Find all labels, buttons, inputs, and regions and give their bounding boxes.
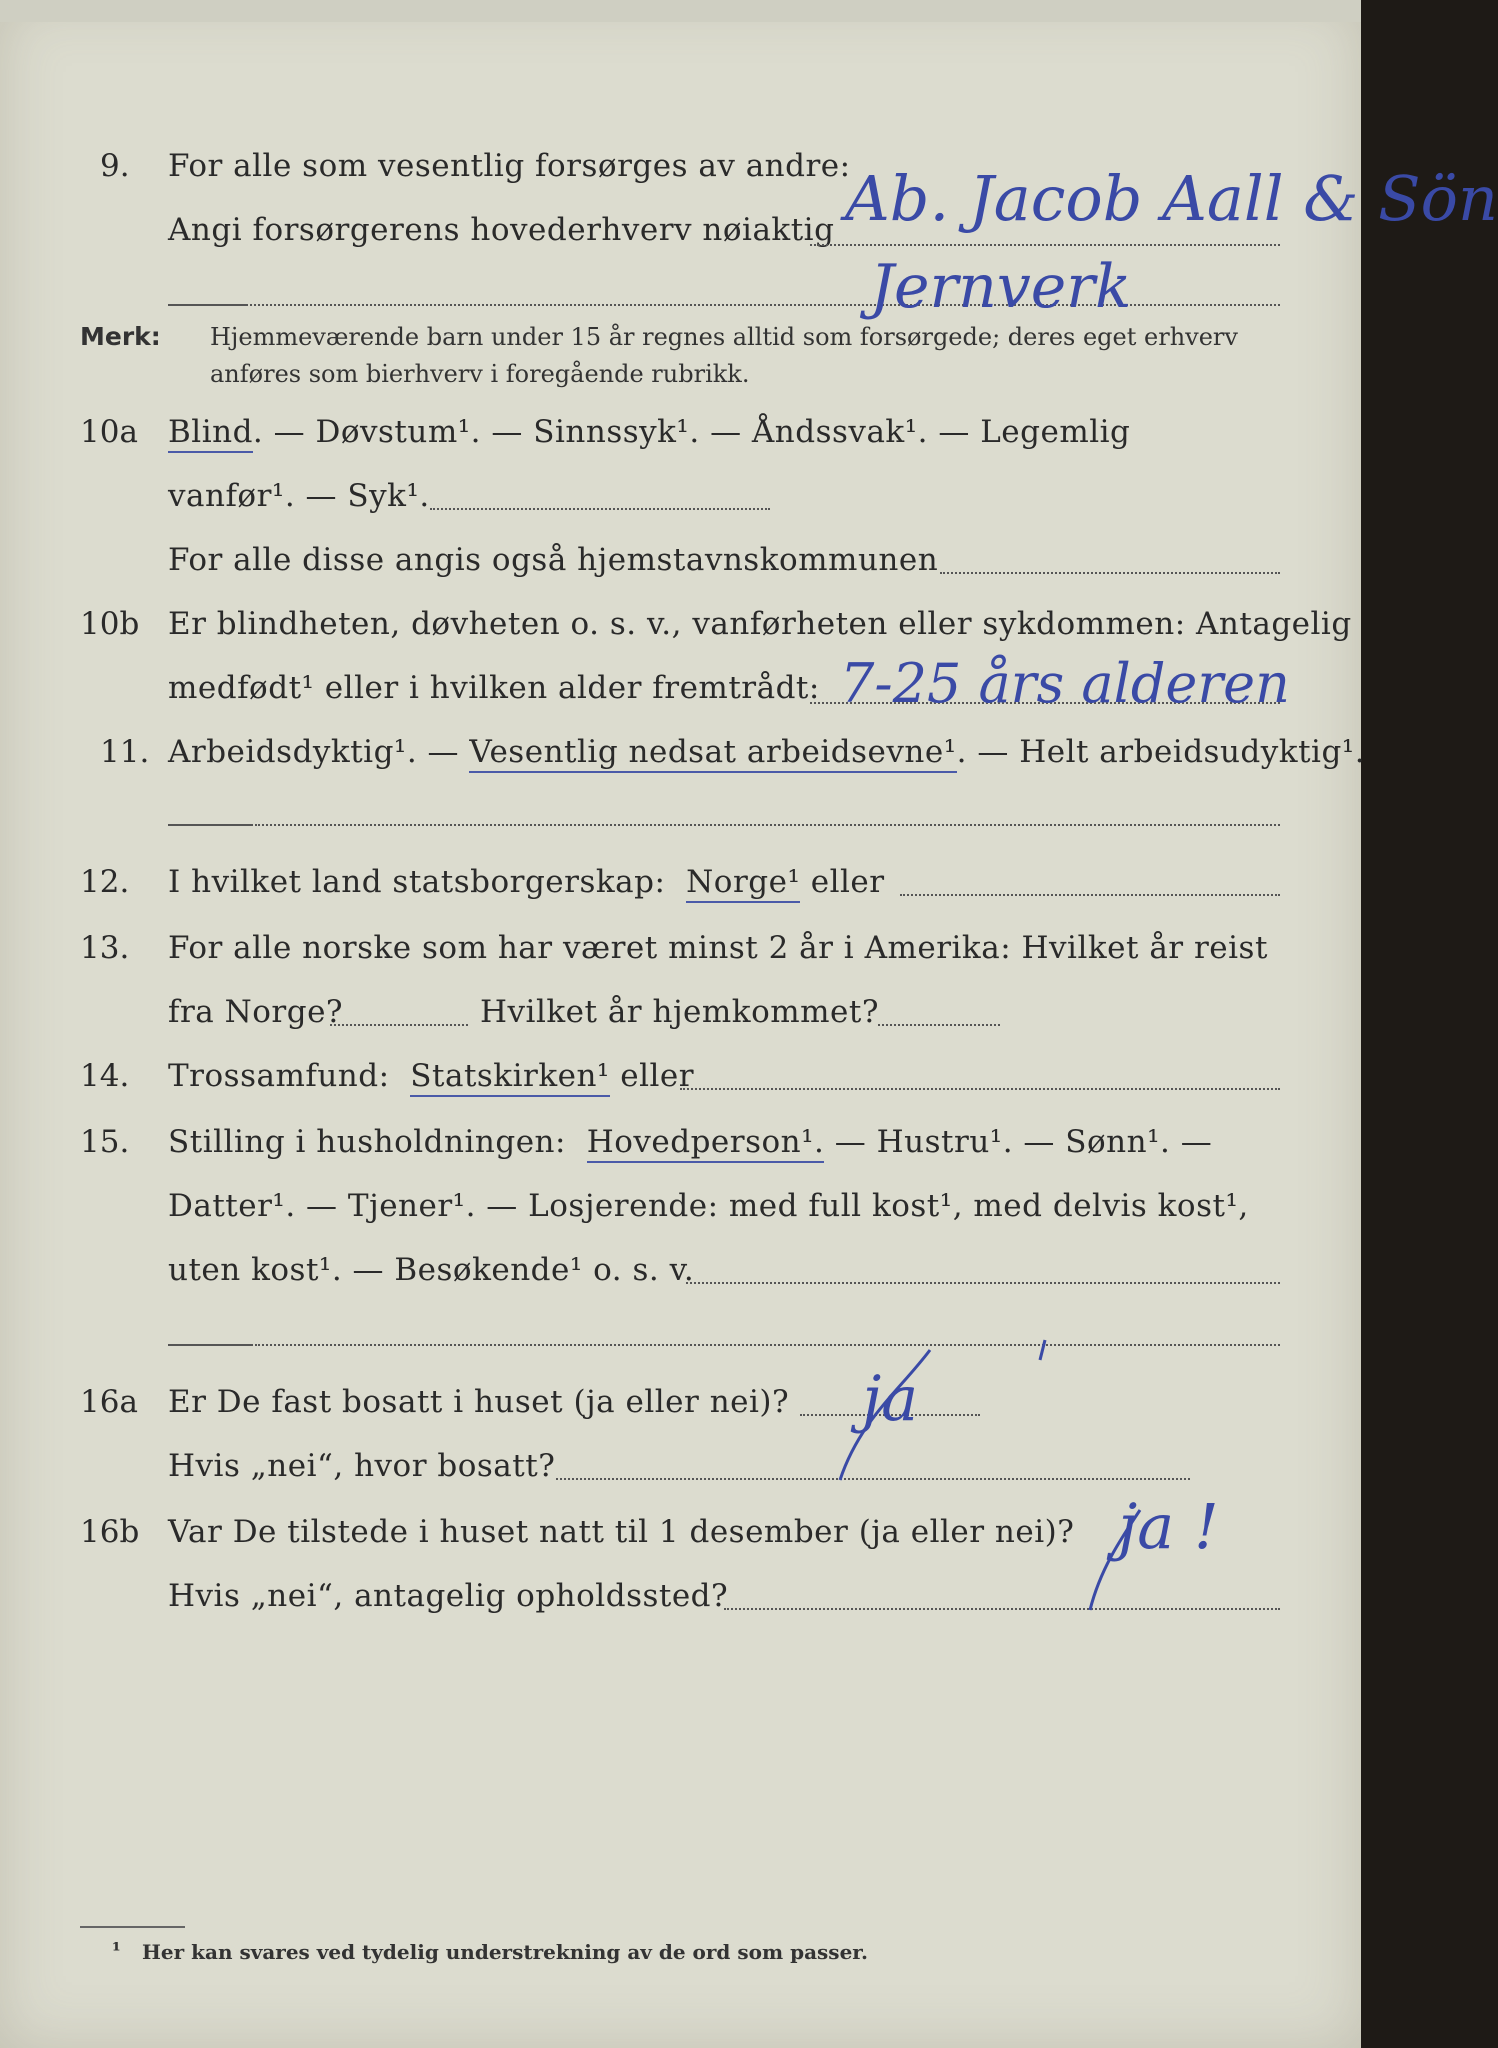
q12-number: 12.: [80, 864, 130, 900]
q15-underlined-answer: Hovedperson¹.: [587, 1124, 825, 1163]
q10b-handwritten-answer: 7-25 års alderen: [840, 652, 1290, 715]
q10b-number: 10b: [80, 606, 140, 642]
q14-part-c: eller: [620, 1058, 695, 1094]
q16b-number: 16b: [80, 1514, 140, 1550]
q12-part-a: I hvilket land statsborgerskap:: [168, 864, 666, 900]
merk-line2: anføres som bierhverv i foregående rubrikk.: [210, 360, 750, 388]
footnote-rule: [80, 1926, 185, 1928]
q14-number: 14.: [80, 1058, 130, 1094]
q12-part-c: eller: [810, 864, 885, 900]
q16a-line1: Er De fast bosatt i huset (ja eller nei)?: [168, 1384, 790, 1420]
q16a-number: 16a: [80, 1384, 138, 1420]
q13-number: 13.: [80, 930, 130, 966]
q9-line2: Angi forsørgerens hovederhverv nøiaktig: [168, 212, 835, 248]
q15-part-c: — Hustru¹. — Sønn¹. —: [834, 1124, 1213, 1160]
q9-handwritten-answer1: Ab. Jacob Aall & Sön: [845, 162, 1498, 235]
q16a-handwritten-answer: ja: [862, 1362, 919, 1435]
merk-label: Merk:: [80, 322, 161, 351]
merk-line1: Hjemmeværende barn under 15 år regnes alltid som forsørgede; deres eget erhverv: [210, 323, 1238, 351]
q16b-line1: Var De tilstede i huset natt til 1 desember (ja eller nei)?: [168, 1514, 1075, 1550]
q15-line2: Datter¹. — Tjener¹. — Losjerende: med full kost¹, med delvis kost¹,: [168, 1188, 1249, 1224]
q13-line1: For alle norske som har været minst 2 år i Amerika: Hvilket år reist: [168, 930, 1268, 966]
q10b-line2: medfødt¹ eller i hvilken alder fremtrådt:: [168, 670, 820, 706]
q9-number: 9.: [100, 148, 130, 184]
q10a-blind-underlined: Blind: [168, 414, 253, 453]
q14-part-a: Trossamfund:: [168, 1058, 390, 1094]
q13-part-a: fra Norge?: [168, 994, 344, 1030]
q10a-number: 10a: [80, 414, 138, 450]
q10a-line2: vanfør¹. — Syk¹.: [168, 478, 430, 514]
q10b-line1: Er blindheten, døvheten o. s. v., vanførheten eller sykdommen: Antagelig: [168, 606, 1352, 642]
q12-underlined-answer: Norge¹: [686, 864, 800, 903]
footnote-mark: ¹: [112, 1938, 121, 1962]
q10a-line1-rest: . — Døvstum¹. — Sinnssyk¹. — Åndssvak¹. — Legemlig: [252, 414, 1131, 450]
q11-underlined-answer: Vesentlig nedsat arbeidsevne¹: [469, 734, 956, 773]
q11-number: 11.: [100, 734, 150, 770]
q16a-line2: Hvis „nei“, hvor bosatt?: [168, 1448, 556, 1484]
q11-part-a: Arbeidsdyktig¹. —: [168, 734, 460, 770]
q16b-line2: Hvis „nei“, antagelig opholdssted?: [168, 1578, 729, 1614]
q10a-line3: For alle disse angis også hjemstavnskommunen: [168, 542, 939, 578]
q9-line1: For alle som vesentlig forsørges av andre:: [168, 148, 851, 184]
q15-line3: uten kost¹. — Besøkende¹ o. s. v.: [168, 1252, 695, 1288]
footnote-text: Her kan svares ved tydelig understrekning av de ord som passer.: [142, 1940, 868, 1964]
q13-part-b: Hvilket år hjemkommet?: [480, 994, 879, 1030]
q15-number: 15.: [80, 1124, 130, 1160]
q9-handwritten-answer2: Jernverk: [870, 252, 1132, 322]
q15-part-a: Stilling i husholdningen:: [168, 1124, 566, 1160]
q11-part-c: . — Helt arbeidsudyktig¹.: [956, 734, 1366, 770]
q16b-handwritten-answer: ja !: [1118, 1490, 1219, 1563]
q14-underlined-answer: Statskirken¹: [410, 1058, 610, 1097]
